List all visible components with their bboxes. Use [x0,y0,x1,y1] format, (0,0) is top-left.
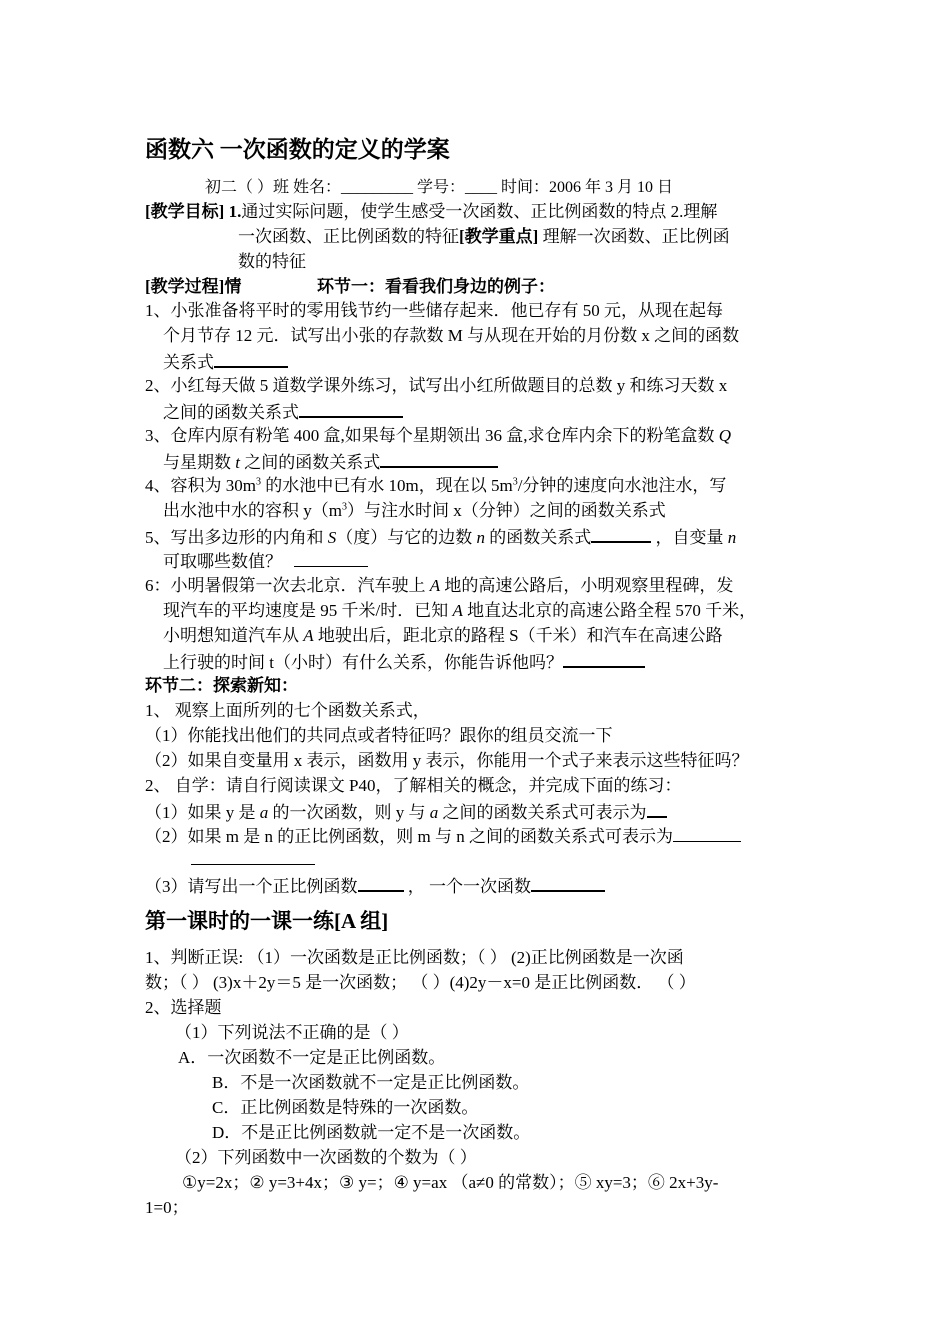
objectives-text-1: 通过实际问题，使学生感受一次函数、正比例函数的特点 2.理解 [241,202,718,221]
q4-sup-1: 3 [255,476,261,488]
s2-text-2a1: （1）如果 y 是 [145,803,260,822]
q6-text-4: 上行驶的时间 t（小时）有什么关系，你能告诉他吗？ [163,653,563,672]
q4-text-1a: 4、容积为 30m [145,476,256,495]
s2-answer-blank-1[interactable] [647,799,667,818]
q6-text-2a: 现汽车的平均速度是 95 千米/时．已知 [163,601,453,620]
choice-2-stem: （2）下列函数中一次函数的个数为（ ） [175,1148,477,1167]
q6-text-1b: 地的高速公路后，小明观察里程碑，发 [440,576,734,595]
q6-answer-blank[interactable] [563,649,645,668]
q2-answer-blank[interactable] [299,399,403,418]
q6-line-4 [163,649,645,675]
s2-item-1b: （2）如果自变量用 x 表示，函数用 y 表示，你能用一个式子来表示这些特征吗？ [145,751,749,770]
q5-answer-blank-2[interactable] [294,549,368,567]
page-title: 函数六 一次函数的定义的学案 [145,137,450,162]
q4-text-2b: ）与注水时间 x（分钟）之间的函数关系式 [346,501,666,520]
section-2-heading: 环节二：探索新知： [145,676,298,695]
q5-line-1 [145,524,736,550]
q4-line-2 [163,499,666,523]
objectives-line-1 [145,200,717,224]
q5-text-1d: ，自变量 [651,528,728,547]
q5-var-n2: n [727,528,737,547]
q5-text-2: 可取哪些数值？ [163,552,282,571]
q4-text-1b: 的水池中已有水 10m，现在以 5m [260,476,513,495]
choice-1-stem: （1）下列说法不正确的是（ ） [175,1023,409,1042]
s2-var-a1: a [259,803,269,822]
objectives-line-2 [238,225,730,249]
q3-text-2a: 与星期数 [163,453,236,472]
s2-item-1: 1、 观察上面所列的七个函数关系式， [145,701,430,720]
q3-line-1 [145,424,731,448]
choice-2-functions-1: ①y=2x；② y=3+4x；③ y=；④ y=ax （a≠0 的常数）；⑤ xy=3；⑥ 2x+3y- [182,1173,719,1192]
section-1-heading: 环节一：看看我们身边的例子： [317,277,555,296]
q6-line-1 [145,574,733,598]
q2-line-1: 2、小红每天做 5 道数学课外练习，试写出小红所做题目的总数 y 和练习天数 x [145,376,728,395]
q1-line-3 [163,349,288,375]
q3-answer-blank[interactable] [380,449,498,468]
q1-text-3: 关系式 [163,353,214,372]
objectives-line-3: 数的特征 [238,252,306,271]
q4-text-2a: 出水池中水的容积 y（m [163,501,342,520]
choice-1-option-c: C．正比例函数是特殊的一次函数。 [212,1098,479,1117]
s2-text-2c1: （3）请写出一个正比例函数 [145,877,358,896]
choice-1-option-d: D．不是正比例函数就一定不是一次函数。 [212,1123,531,1142]
s2-text-2a2: 的一次函数，则 y 与 [268,803,430,822]
key-points-label: [教学重点] [459,227,539,246]
q6-text-3a: 小明想知道汽车从 [163,626,304,645]
s2-item-2b [145,824,741,849]
objectives-label: [教学目标] [145,202,225,221]
q2-text-2: 之间的函数关系式 [163,403,299,422]
practice-heading: 第一课时的一课一练[A 组] [145,909,389,933]
q5-line-2 [163,549,368,574]
q1-answer-blank[interactable] [214,349,288,368]
choice-heading: 2、选择题 [145,998,222,1017]
q5-text-1a: 5、写出多边形的内角和 [145,528,328,547]
s2-answer-blank-4[interactable] [531,873,605,892]
q5-text-1b: （度）与它的边数 [336,528,477,547]
choice-2-functions-2: 1=0； [145,1198,189,1217]
s2-item-2: 2、 自学：请自行阅读课文 P40，了解相关的概念，并完成下面的练习： [145,776,682,795]
q5-answer-blank-1[interactable] [591,524,651,543]
choice-1-option-a: A．一次函数不一定是正比例函数。 [178,1048,446,1067]
s2-var-a2: a [429,803,439,822]
q4-text-1c: /分钟的速度向水池注水，写 [517,476,727,495]
q5-var-n: n [476,528,485,547]
s2-text-2c2: ， 一个一次函数 [403,877,531,896]
q6-text-1a: 6：小明暑假第一次去北京．汽车驶上 [145,576,430,595]
s2-item-2c [145,873,605,899]
s2-answer-blank-2-cont[interactable] [191,864,315,865]
q6-var-a2: A [452,601,463,620]
q5-text-1c: 的函数关系式 [485,528,592,547]
s2-item-2a [145,799,667,825]
q1-line-2: 个月节存 12 元．试写出小张的存款数 M 与从现在开始的月份数 x 之间的函数 [163,326,740,345]
objectives-text-2: 一次函数、正比例函数的特征 [238,227,459,246]
q6-text-3b: 地驶出后，距北京的路程 S（千米）和汽车在高速公路 [313,626,723,645]
key-points-text: 理解一次函数、正比例函 [538,227,730,246]
judge-line-2: 数；（ ） (3)x＋2y＝5 是一次函数； （ ）(4)2y－x=0 是正比例函数． （ ） [145,973,696,992]
q6-text-2b: 地直达北京的高速公路全程 570 千米， [462,601,757,620]
process-label: [教学过程]情 [145,277,242,296]
q4-sup-3: 3 [341,501,347,513]
q6-line-2 [163,599,756,623]
header-info: 初二（ ）班 姓名：_________ 学号：____ 时间：2006 年 3 月 10 日 [205,179,674,196]
s2-item-1a: （1）你能找出他们的共同点或者特征吗？跟你的组员交流一下 [145,726,613,745]
choice-1-option-b: B．不是一次函数就不一定是正比例函数。 [212,1073,530,1092]
q6-line-3 [163,624,723,648]
s2-text-2b: （2）如果 m 是 n 的正比例函数，则 m 与 n 之间的函数关系式可表示为 [145,827,673,846]
q6-var-a1: A [429,576,441,595]
q2-line-2 [163,399,403,425]
q3-var-t: t [235,453,240,472]
judge-line-1: 1、判断正误: （1）一次函数是正比例函数；（ ） (2)正比例函数是一次函 [145,948,684,967]
q4-sup-2: 3 [512,476,518,488]
q5-var-s: S [327,528,337,547]
objectives-number: 1. [228,202,242,221]
q3-line-2 [163,449,498,475]
s2-text-2a3: 之间的函数关系式可表示为 [438,803,647,822]
q1-line-1: 1、小张准备将平时的零用钱节约一些储存起来．他已存有 50 元，从现在起每 [145,301,723,320]
q3-text-2b: 之间的函数关系式 [239,453,381,472]
s2-answer-blank-2[interactable] [673,824,741,842]
s2-answer-blank-3[interactable] [358,873,404,892]
q4-line-1 [145,474,726,498]
q6-var-a3: A [303,626,314,645]
q3-text-1: 3、仓库内原有粉笔 400 盒,如果每个星期领出 36 盒,求仓库内余下的粉笔盒数 [145,426,719,445]
q3-var-q: Q [718,426,732,445]
